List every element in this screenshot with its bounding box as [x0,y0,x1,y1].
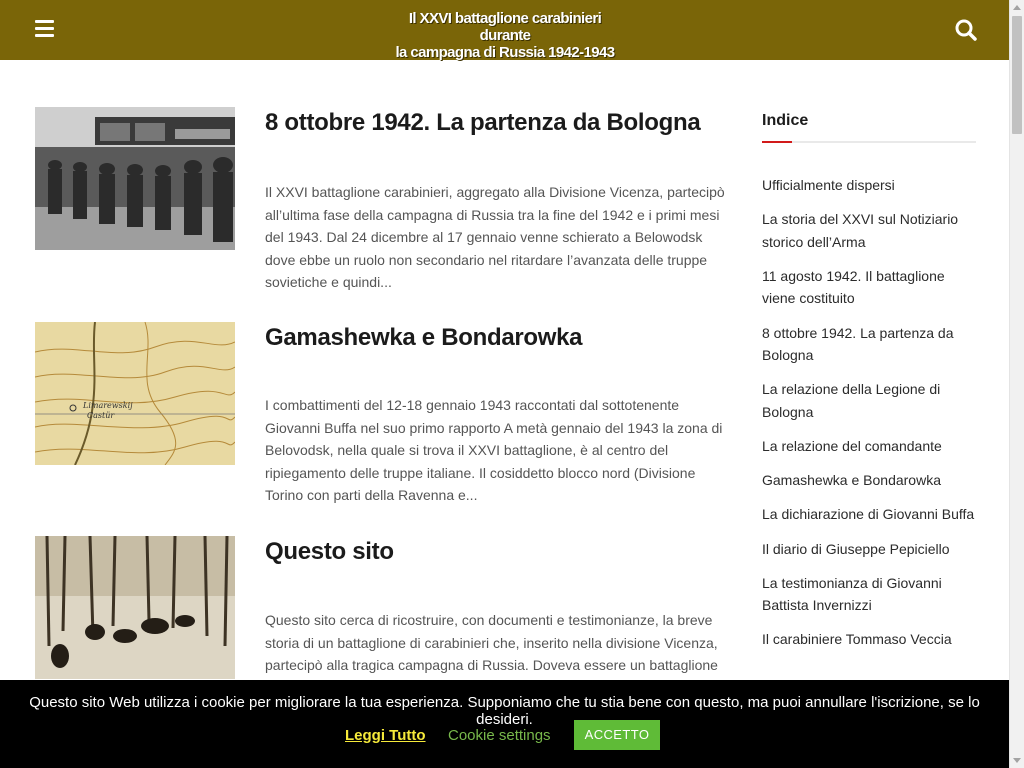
search-icon[interactable] [955,19,977,41]
logo-line-2: la campagna di Russia 1942-1943 [395,44,615,61]
article-title[interactable]: Gamashewka e Bondarowka [265,324,583,351]
sidebar-link[interactable]: La dichiarazione di Giovanni Buffa [762,506,975,523]
article-thumbnail[interactable] [35,322,235,465]
sidebar-title: Indice [762,112,976,143]
article-excerpt: Il XXVI battaglione carabinieri, aggregato alla Divisione Vicenza, partecipò all’ultima fase della campagna di Russia tra la fine del 1942 e i primi mesi del 1943. Dal 24 dicembre al 17 gennaio venne schierato a Belowodsk dove ebbe un ruolo non secondario nel ritardare l’avanzata delle truppe sovietiche e quindi... [265,184,725,290]
sidebar-link[interactable]: La testimonianza di Giovanni Battista Invernizzi [762,574,942,614]
site-logo[interactable] [395,10,615,61]
cookie-message: Questo sito Web utilizza i cookie per migliorare la tua esperienza. Supponiamo che tu stia bene con questo, ma puoi annullare l'iscrizione, se lo desideri. [29,694,980,728]
page-scrollbar[interactable] [1009,0,1024,768]
soldiers-marching-photo [35,107,235,250]
old-map-photo [35,322,235,465]
read-more-link[interactable]: Leggi Tutto [345,727,426,744]
article-title[interactable]: 8 ottobre 1942. La partenza da Bologna [265,109,701,136]
sidebar-link[interactable]: Ufficialmente dispersi [762,177,895,193]
sidebar-link[interactable]: Il carabiniere Tommaso Veccia [762,631,952,648]
article-thumbnail[interactable] [35,536,235,679]
article-thumbnail[interactable] [35,107,235,250]
article-excerpt: Questo sito cerca di ricostruire, con documenti e testimonianze, la breve storia di un battaglione di carabinieri che, inserito nella divisione Vicenza, partecipò alla tragica campagna di Russia. Doveva essere un battaglione [265,612,718,673]
sidebar-link[interactable]: 11 agosto 1942. Il battaglione viene costituito [762,267,945,307]
sidebar-index [762,112,976,663]
sidebar-link[interactable]: La relazione della Legione di Bologna [762,381,941,420]
accept-cookies-button[interactable]: ACCETTO [574,720,660,750]
article-excerpt: I combattimenti del 12-18 gennaio 1943 raccontati dal sottotenente Giovanni Buffa nel suo primo rapporto A metà gennaio del 1943 la zona di Belovodsk, nella quale si trova il XXVI battaglione, è al centro del ripiegamento delle truppe italiane. Il cosiddetto blocco nord (Divisione Torino con parti della Ravenna e... [265,397,723,503]
scroll-thumb[interactable] [1012,16,1022,134]
cookie-settings-link[interactable]: Cookie settings [448,727,551,744]
cookie-consent-bar [0,680,1009,768]
map-label-2: Castür [87,411,115,420]
sidebar-link[interactable]: Gamashewka e Bondarowka [762,472,941,489]
sidebar-list [762,174,976,651]
sidebar-link[interactable]: La relazione del comandante [762,437,942,454]
sidebar-link[interactable]: La storia del XXVI sul Notiziario storico dell’Arma [762,211,959,250]
scroll-down-arrow-icon[interactable] [1013,758,1021,763]
hamburger-menu-icon[interactable] [35,20,54,37]
article-title[interactable]: Questo sito [265,538,394,565]
map-label-1: Limarewskij [83,401,133,410]
scroll-up-arrow-icon[interactable] [1013,5,1021,10]
site-header [0,0,1009,60]
logo-line-1: Il XXVI battaglione carabinieri durante [408,10,602,44]
snowy-forest-photo [35,536,235,679]
sidebar-link[interactable]: Il diario di Giuseppe Pepiciello [762,540,950,557]
sidebar-link[interactable]: 8 ottobre 1942. La partenza da Bologna [762,324,954,364]
